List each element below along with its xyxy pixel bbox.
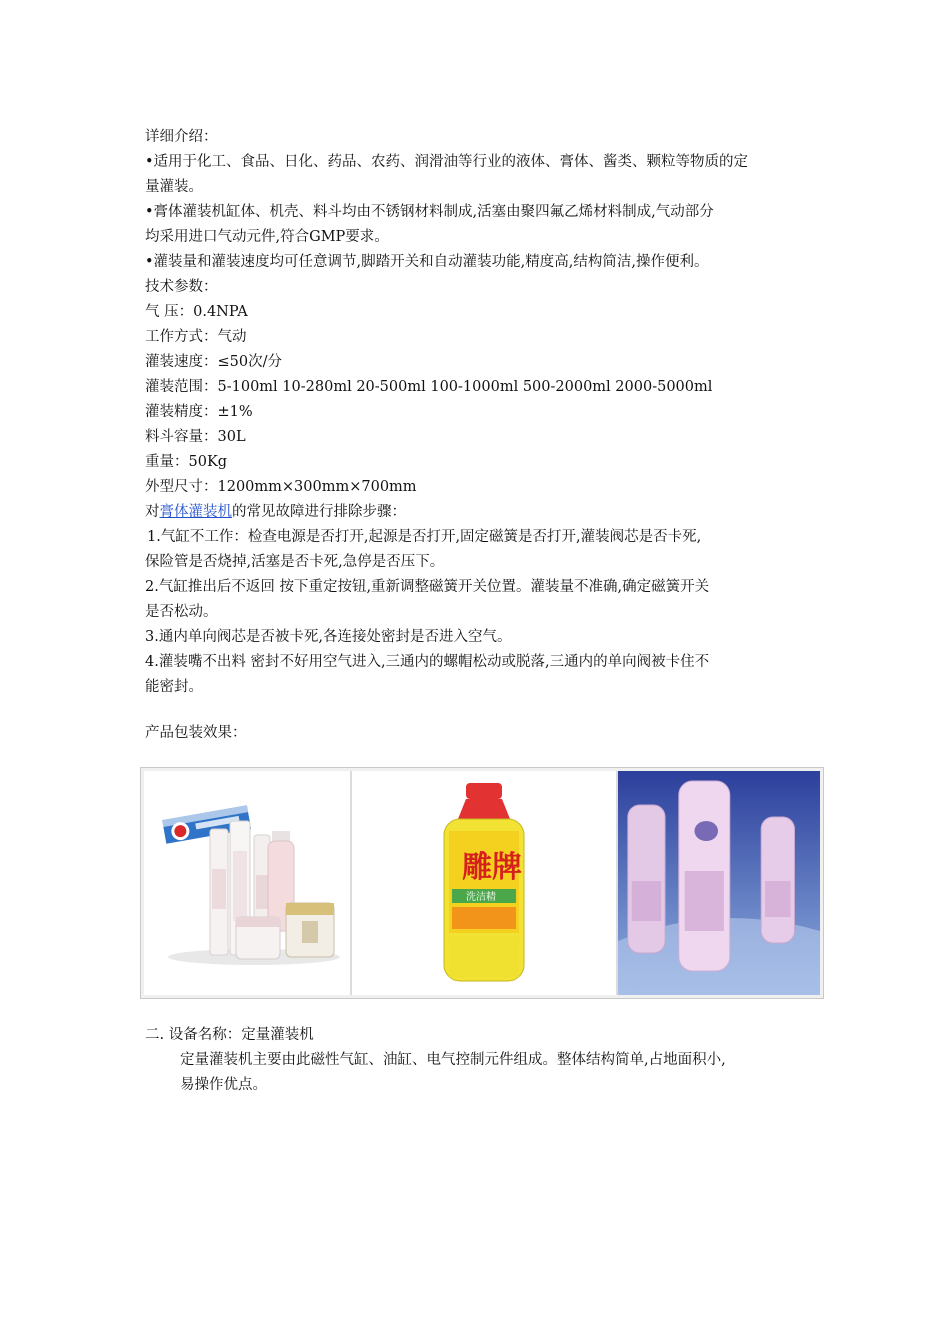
shampoo-bottles-image bbox=[618, 771, 820, 995]
feature-line: 均采用进口气动元件,符合GMP要求。 bbox=[145, 229, 389, 245]
step-line: 是否松动。 bbox=[145, 604, 218, 620]
feature-line: •膏体灌装机缸体、机壳、料斗均由不锈钢材料制成,活塞由聚四氟乙烯材料制成,气动部分 bbox=[145, 204, 714, 220]
product-image-table bbox=[140, 767, 824, 999]
section2-body-line: 定量灌装机主要由此磁性气缸、油缸、电气控制元件组成。整体结构简单,占地面积小, bbox=[180, 1052, 726, 1068]
feature-line: •灌装量和灌装速度均可任意调节,脚踏开关和自动灌装功能,精度高,结构简洁,操作便利。 bbox=[145, 254, 709, 270]
step-line: 4.灌装嘴不出料 密封不好用空气进入,三通内的螺帽松动或脱落,三通内的单向阀被卡住不 bbox=[145, 654, 710, 670]
spec-weight: 重量：50Kg bbox=[145, 454, 228, 470]
step-line: 1.气缸不工作：检查电源是否打开,起源是否打开,固定磁簧是否打开,灌装阀芯是否卡死, bbox=[147, 529, 702, 545]
section2-body-line: 易操作优点。 bbox=[180, 1077, 267, 1093]
intro-heading: 详细介绍： bbox=[145, 129, 218, 145]
troubleshoot-prefix: 对 bbox=[145, 504, 160, 520]
bottle-brand-text: 雕牌 bbox=[462, 851, 522, 884]
spec-filling-accuracy: 灌装精度：±1% bbox=[145, 404, 253, 420]
spec-pressure: 气 压：0.4NPA bbox=[145, 304, 248, 320]
feature-line: 量灌装。 bbox=[145, 179, 203, 195]
section2-heading: 二. 设备名称：定量灌装机 bbox=[145, 1027, 314, 1043]
spec-filling-speed: 灌装速度：≤50次/分 bbox=[145, 354, 282, 370]
step-line: 保险管是否烧掉,活塞是否卡死,急停是否压下。 bbox=[145, 554, 445, 570]
paste-filler-link[interactable]: 膏体灌装机 bbox=[159, 504, 232, 520]
troubleshoot-intro bbox=[145, 500, 406, 525]
spec-work-mode: 工作方式：气动 bbox=[145, 329, 247, 345]
spec-dimensions: 外型尺寸：1200mm×300mm×700mm bbox=[145, 479, 417, 495]
shampoo-bottles-illustration bbox=[618, 771, 820, 995]
cosmetics-illustration bbox=[144, 771, 350, 995]
troubleshoot-suffix: 的常见故障进行排除步骤： bbox=[232, 504, 406, 520]
bottle-label-text: 洗洁精 bbox=[466, 892, 496, 903]
step-line: 能密封。 bbox=[145, 679, 203, 695]
specs-heading: 技术参数： bbox=[145, 279, 218, 295]
packaging-title: 产品包装效果： bbox=[145, 725, 247, 741]
detergent-bottle-image bbox=[352, 771, 618, 995]
cosmetics-image bbox=[144, 771, 352, 995]
step-line: 2.气缸推出后不返回 按下重定按钮,重新调整磁簧开关位置。灌装量不准确,确定磁簧开关 bbox=[145, 579, 710, 595]
spec-filling-range: 灌装范围：5-100ml 10-280ml 20-500ml 100-1000ml 500-2000ml 2000-5000ml bbox=[145, 379, 713, 395]
detergent-bottle-illustration bbox=[352, 771, 616, 995]
feature-line: •适用于化工、食品、日化、药品、农药、润滑油等行业的液体、膏体、酱类、颗粒等物质的定 bbox=[145, 154, 749, 170]
spec-hopper-capacity: 料斗容量：30L bbox=[145, 429, 246, 445]
step-line: 3.通内单向阀芯是否被卡死,各连接处密封是否进入空气。 bbox=[145, 629, 512, 645]
